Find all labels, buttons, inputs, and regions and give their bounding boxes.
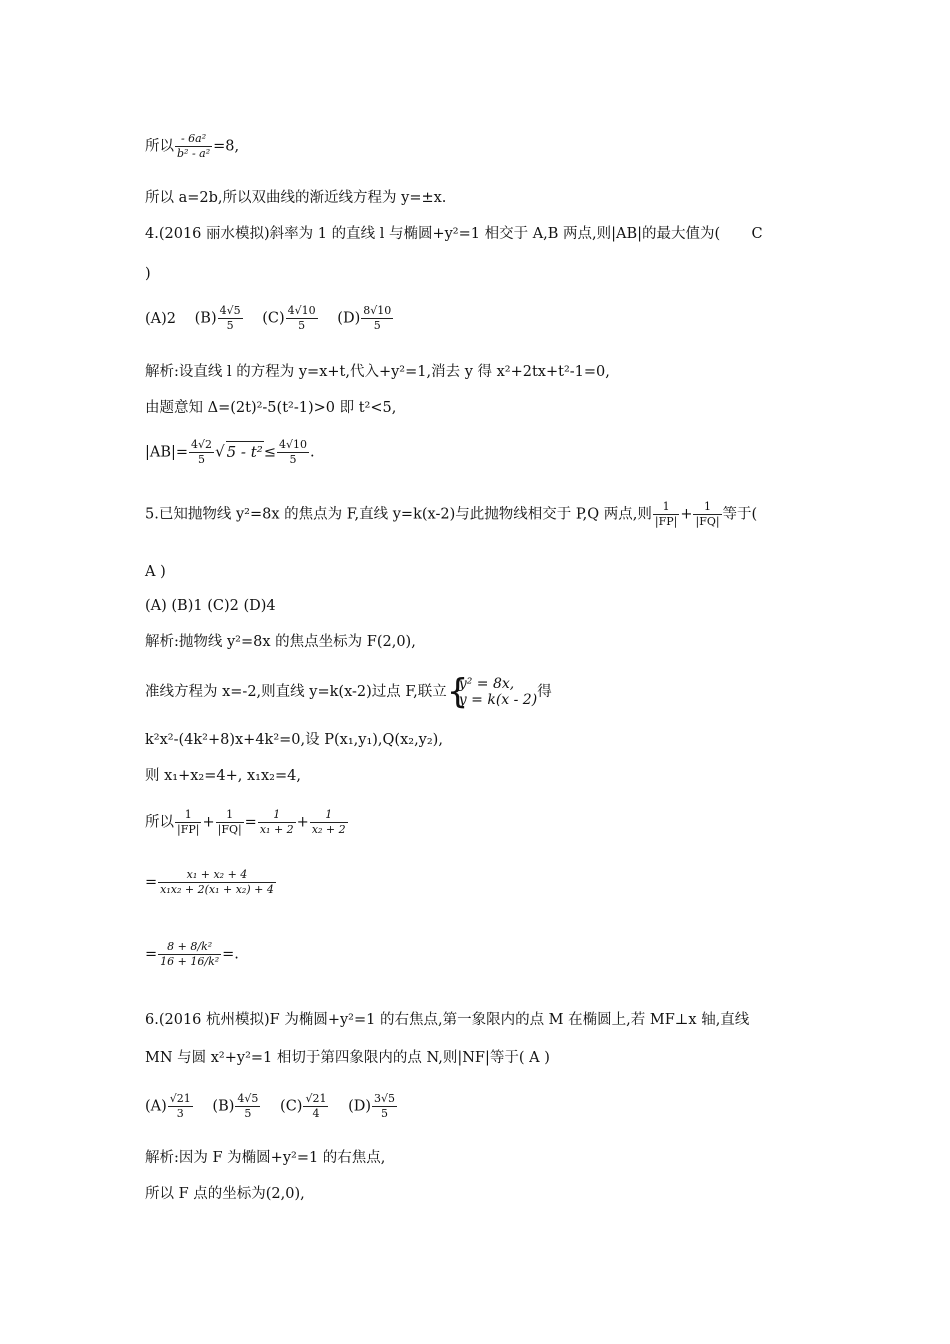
numerator: 1: [175, 808, 201, 823]
equals: =: [145, 874, 158, 891]
question-5-text: 5.已知抛物线 y²=8x 的焦点为 F,直线 y=k(x-2)与此抛物线相交于 P,Q 两点,则: [145, 506, 652, 523]
option-d-fraction: [361, 304, 393, 333]
denominator: 5: [244, 1107, 252, 1120]
period: =.: [222, 946, 239, 963]
numerator: - 6a²: [175, 132, 212, 147]
option-b-label: (B): [212, 1098, 235, 1115]
denominator: x₂ + 2: [311, 823, 346, 836]
numerator: 8 + 8/k²: [158, 940, 221, 955]
q5-solution-line-3: k²x²-(4k²+8)x+4k²=0,设 P(x₁,y₁),Q(x₂,y₂),: [145, 732, 443, 748]
question-4-text: 4.(2016 丽水模拟)斜率为 1 的直线 l 与椭圆+y²=1 相交于 A,B 两点,则|AB|的最大值为(: [145, 226, 721, 242]
question-4-options: [145, 304, 408, 333]
fraction: [258, 808, 296, 837]
option-c-label: (C): [262, 310, 285, 327]
equals: =: [244, 814, 257, 831]
question-6-line-2: MN 与圆 x²+y²=1 相切于第四象限内的点 N,则|NF|等于( A ): [145, 1050, 550, 1066]
equation-system: [446, 672, 538, 712]
numerator: √21: [169, 1092, 191, 1105]
denominator: |FP|: [654, 515, 678, 528]
denominator: |FQ|: [695, 515, 720, 528]
numerator: 1: [653, 500, 679, 515]
system-row-1: y² = 8x,: [458, 676, 515, 692]
numerator: 4√10: [287, 304, 316, 317]
numerator: 1: [216, 808, 244, 823]
option-d: [337, 304, 394, 333]
fraction: [175, 808, 201, 837]
numerator: 1: [310, 808, 348, 823]
question-4: [145, 224, 763, 244]
fraction: [189, 438, 214, 467]
fraction: [216, 808, 244, 837]
question-5: [145, 500, 757, 529]
plus: +: [680, 506, 693, 523]
option-b-label: (B): [194, 310, 217, 327]
denominator: 5: [298, 319, 306, 332]
denominator: 5: [289, 453, 297, 466]
numerator: x₁ + x₂ + 4: [158, 868, 276, 883]
numerator: 4√5: [219, 304, 241, 317]
question-5-tail: 等于(: [722, 506, 758, 523]
denominator: 16 + 16/k²: [160, 955, 220, 968]
option-b-fraction: [218, 304, 243, 333]
denominator: 5: [373, 319, 381, 332]
option-b: [212, 1092, 261, 1121]
system-row-2: y = k(x - 2): [458, 692, 538, 708]
option-c-fraction: [303, 1092, 328, 1121]
denominator: 5: [226, 319, 234, 332]
plus: +: [296, 814, 309, 831]
denominator: x₁x₂ + 2(x₁ + x₂) + 4: [160, 883, 274, 896]
equals: =: [145, 946, 158, 963]
option-d-label: (D): [337, 310, 361, 327]
option-a-fraction: [168, 1092, 193, 1121]
text-prefix: 准线方程为 x=-2,则直线 y=k(x-2)过点 F,联立: [145, 684, 447, 700]
question-5-options: (A) (B)1 (C)2 (D)4: [145, 598, 276, 614]
q5-solution-line-1: 解析:抛物线 y²=8x 的焦点坐标为 F(2,0),: [145, 634, 416, 650]
option-c-fraction: [286, 304, 318, 333]
option-d-label: (D): [348, 1098, 372, 1115]
fraction: [693, 500, 721, 529]
numerator: 4√10: [278, 438, 307, 451]
fraction: [175, 132, 212, 161]
option-a: [145, 1092, 194, 1121]
q4-solution-line-2: 由题意知 Δ=(2t)²-5(t²-1)>0 即 t²<5,: [145, 400, 397, 416]
question-5-answer: A ): [145, 564, 166, 580]
line-so-fraction: [145, 132, 239, 161]
q5-solution-line-5: [145, 808, 349, 837]
numerator: √21: [305, 1092, 327, 1105]
numerator: 1: [693, 500, 721, 515]
text-prefix: 所以: [145, 814, 174, 831]
text-suffix: 得: [537, 684, 552, 700]
option-b-fraction: [235, 1092, 260, 1121]
option-b: [195, 304, 244, 333]
denominator: 4: [312, 1107, 320, 1120]
q5-solution-line-2: [145, 672, 552, 712]
question-6-line-1: 6.(2016 杭州模拟)F 为椭圆+y²=1 的右焦点,第一象限内的点 M 在椭圆上,若 MF⊥x 轴,直线: [145, 1012, 750, 1028]
denominator: 3: [176, 1107, 184, 1120]
q6-solution-line-2: 所以 F 点的坐标为(2,0),: [145, 1186, 305, 1202]
fraction: [158, 940, 221, 969]
q5-solution-line-4: 则 x₁+x₂=4+, x₁x₂=4,: [145, 768, 301, 784]
fraction: [310, 808, 348, 837]
q4-solution-line-3: |AB|= $\frac{4√2}{5}$ √ 5 - t²≤ $\frac{4√10}{5}$ .: [145, 438, 315, 466]
question-4-answer: C: [751, 226, 763, 242]
option-c: [280, 1092, 329, 1121]
question-4-close: ): [145, 266, 151, 282]
plus: +: [202, 814, 215, 831]
denominator: 5: [381, 1107, 389, 1120]
q5-solution-line-6: [145, 868, 277, 897]
sqrt-content: 5 - t²: [226, 442, 263, 461]
brace-icon: {: [446, 672, 469, 712]
ab-prefix: |AB|=: [145, 444, 189, 461]
option-c-label: (C): [280, 1098, 303, 1115]
text-suffix: =8,: [213, 138, 240, 155]
le-symbol: ≤: [263, 444, 276, 461]
denominator: 5: [198, 453, 206, 466]
numerator: 8√10: [363, 304, 392, 317]
numerator: 4√5: [237, 1092, 259, 1105]
line-asymptote: 所以 a=2b,所以双曲线的渐近线方程为 y=±x.: [145, 190, 447, 206]
denominator: b² - a²: [177, 147, 211, 160]
option-a-label: (A): [145, 1098, 167, 1115]
denominator: |FQ|: [217, 823, 242, 836]
period: .: [310, 444, 315, 461]
q5-solution-line-7: [145, 940, 239, 969]
fraction: [653, 500, 679, 529]
option-d-fraction: [372, 1092, 397, 1121]
q6-solution-line-1: 解析:因为 F 为椭圆+y²=1 的右焦点,: [145, 1150, 386, 1166]
numerator: 3√5: [374, 1092, 396, 1105]
denominator: |FP|: [177, 823, 200, 836]
denominator: x₁ + 2: [259, 823, 294, 836]
option-a: (A)2: [145, 310, 177, 327]
option-c: [262, 304, 318, 333]
text-prefix: 所以: [145, 138, 174, 155]
numerator: 4√2: [191, 438, 213, 451]
q4-solution-line-1: 解析:设直线 l 的方程为 y=x+t,代入+y²=1,消去 y 得 x²+2tx+t²-1=0,: [145, 364, 610, 380]
numerator: 1: [258, 808, 296, 823]
fraction: [158, 868, 276, 897]
question-6-options: [145, 1092, 412, 1121]
option-d: [348, 1092, 398, 1121]
fraction: [277, 438, 309, 467]
